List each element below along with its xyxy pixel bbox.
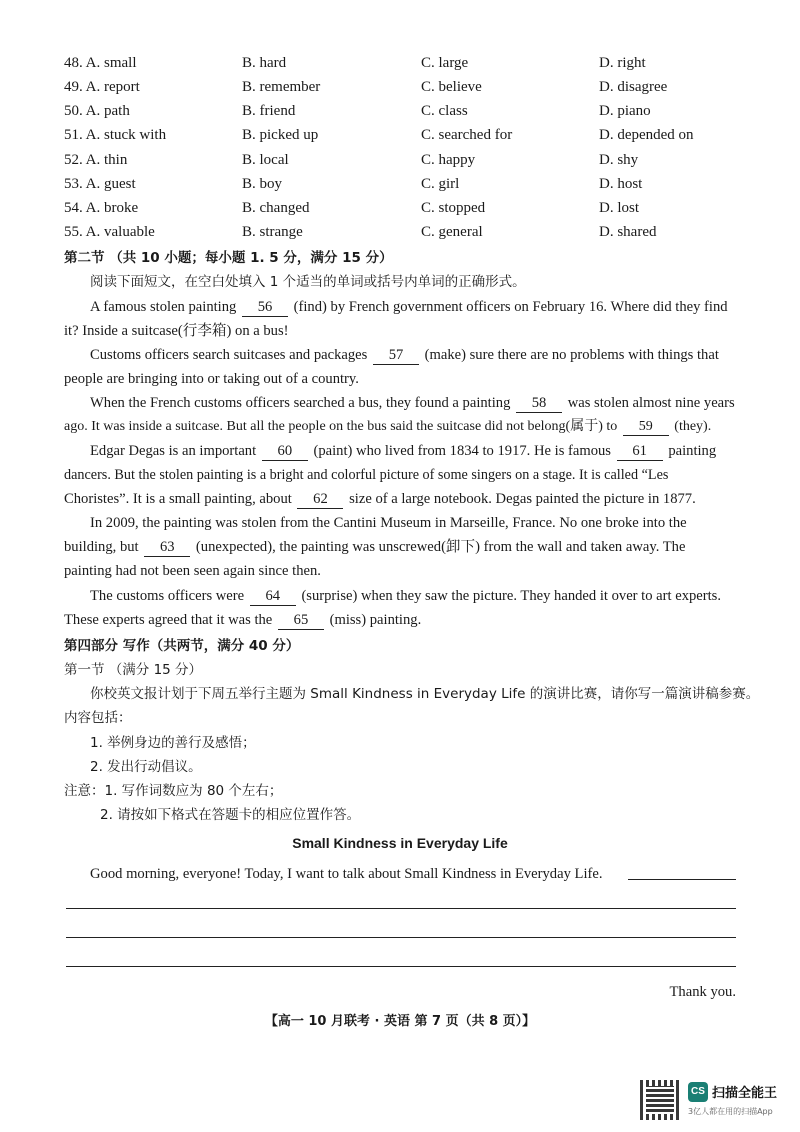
part4-heading: 第四部分 写作（共两节，满分 40 分）	[64, 638, 300, 654]
option-b: B. picked up	[242, 127, 319, 143]
camscanner-tagline: 3亿人都在用的扫描App	[688, 1107, 773, 1116]
para-5-line-1: In 2009, the painting was stolen from the Cantini Museum in Marseille, France. No one broke into the	[90, 515, 687, 531]
option-b: B. changed	[242, 200, 310, 216]
para-3-line-2	[64, 415, 736, 439]
content-item-1: 1. 举例身边的善行及感悟；	[90, 735, 256, 751]
option-d: D. right	[599, 55, 646, 71]
para-3-line-1	[90, 391, 736, 415]
text: These experts agreed that it was the	[64, 612, 273, 628]
blank-63: 63	[144, 539, 190, 557]
option-d: D. lost	[599, 200, 640, 216]
option-d: D. host	[599, 176, 643, 192]
text: ago. It was inside a suitcase. But all the people on the bus said the suitcase did not belong(属于) to	[64, 419, 618, 434]
para-6-line-1	[90, 584, 736, 608]
text: Edgar Degas is an important	[90, 443, 257, 459]
text: When the French customs officers searched a bus, they found a painting	[90, 395, 511, 411]
text: (paint) who lived from 1834 to 1917. He is famous	[313, 443, 611, 459]
text: size of a large notebook. Degas painted the picture in 1877.	[349, 491, 696, 507]
option-c: C. believe	[421, 79, 482, 95]
text: The customs officers were	[90, 588, 245, 604]
text: (they).	[674, 419, 712, 434]
option-a: 53. A. guest	[64, 176, 136, 192]
para-5-line-2	[64, 535, 736, 559]
option-c: C. class	[421, 103, 468, 119]
blank-57: 57	[373, 347, 419, 365]
text: painting	[668, 443, 717, 459]
page-footer: 【高一 10 月联考 · 英语 第 7 页（共 8 页）】	[264, 1014, 536, 1029]
option-a: 54. A. broke	[64, 200, 139, 216]
blank-61: 61	[617, 443, 663, 461]
section2-heading: 第二节 （共 10 小题；每小题 1. 5 分，满分 15 分）	[64, 250, 393, 266]
option-c: C. happy	[421, 152, 476, 168]
text: building, but	[64, 539, 139, 555]
text: (make) sure there are no problems with things that	[424, 347, 719, 363]
text: (find) by French government officers on February 16. Where did they find	[293, 299, 728, 315]
option-b: B. boy	[242, 176, 283, 192]
option-a: 52. A. thin	[64, 152, 128, 168]
text: (miss) painting.	[329, 612, 422, 628]
option-a: 50. A. path	[64, 103, 130, 119]
option-d: D. piano	[599, 103, 651, 119]
para-1-line-2: it? Inside a suitcase(行李箱) on a bus!	[64, 323, 289, 339]
note-1: 注意：1. 写作词数应为 80 个左右；	[64, 783, 283, 799]
writing-line	[66, 908, 736, 909]
camscanner-name: 扫描全能王	[712, 1086, 778, 1101]
option-d: D. disagree	[599, 79, 668, 95]
writing-line	[66, 966, 736, 967]
option-b: B. strange	[242, 224, 303, 240]
option-a: 49. A. report	[64, 79, 140, 95]
content-item-2: 2. 发出行动倡议。	[90, 759, 202, 775]
note-2: 2. 请按如下格式在答题卡的相应位置作答。	[100, 807, 361, 823]
writing-line	[628, 879, 736, 880]
option-d: D. depended on	[599, 127, 694, 143]
para-4-line-2: dancers. But the stolen painting is a bright and colorful picture of some singers on a stage. It is called “Les	[64, 467, 669, 483]
text: A famous stolen painting	[90, 299, 237, 315]
option-c: C. general	[421, 224, 483, 240]
text: Choristes”. It is a small painting, about	[64, 491, 292, 507]
writing-line	[66, 937, 736, 938]
text: (unexpected), the painting was unscrewed(卸下) from the wall and taken away. The	[195, 539, 686, 555]
option-a: 55. A. valuable	[64, 224, 155, 240]
part4-subheading: 第一节 （满分 15 分）	[64, 662, 203, 678]
para-1-line-1	[90, 295, 736, 319]
para-6-line-2	[64, 608, 736, 632]
blank-60: 60	[262, 443, 308, 461]
option-d: D. shy	[599, 152, 639, 168]
essay-title: Small Kindness in Everyday Life	[292, 835, 508, 851]
para-4-line-3	[64, 487, 736, 511]
option-b: B. local	[242, 152, 289, 168]
option-c: C. large	[421, 55, 469, 71]
essay-closing: Thank you.	[669, 984, 736, 1000]
writing-prompt: 你校英文报计划于下周五举行主题为 Small Kindness in Everyday Life 的演讲比赛，请你写一篇演讲稿参赛。	[90, 686, 760, 702]
para-5-line-3: painting had not been seen again since then.	[64, 563, 321, 579]
para-2-line-2: people are bringing into or taking out of a country.	[64, 371, 359, 387]
option-a: 51. A. stuck with	[64, 127, 167, 143]
option-b: B. friend	[242, 103, 296, 119]
para-2-line-1	[90, 343, 736, 367]
blank-59: 59	[623, 418, 669, 436]
option-d: D. shared	[599, 224, 657, 240]
text: (surprise) when they saw the picture. They handed it over to art experts.	[301, 588, 722, 604]
option-c: C. stopped	[421, 200, 486, 216]
option-b: B. remember	[242, 79, 321, 95]
option-c: C. searched for	[421, 127, 513, 143]
camscanner-logo-icon: CS	[688, 1082, 708, 1102]
blank-56: 56	[242, 299, 288, 317]
option-c: C. girl	[421, 176, 460, 192]
para-4-line-1	[90, 439, 736, 463]
blank-58: 58	[516, 395, 562, 413]
blank-65: 65	[278, 612, 324, 630]
blank-62: 62	[297, 491, 343, 509]
section2-instruction: 阅读下面短文，在空白处填入 1 个适当的单词或括号内单词的正确形式。	[90, 274, 526, 290]
option-a: 48. A. small	[64, 55, 137, 71]
content-label: 内容包括：	[64, 710, 132, 726]
blank-64: 64	[250, 588, 296, 606]
option-b: B. hard	[242, 55, 287, 71]
essay-opening: Good morning, everyone! Today, I want to talk about Small Kindness in Everyday Life.	[90, 866, 603, 882]
text: was stolen almost nine years	[567, 395, 735, 411]
qr-code-icon	[640, 1080, 680, 1120]
text: Customs officers search suitcases and packages	[90, 347, 368, 363]
